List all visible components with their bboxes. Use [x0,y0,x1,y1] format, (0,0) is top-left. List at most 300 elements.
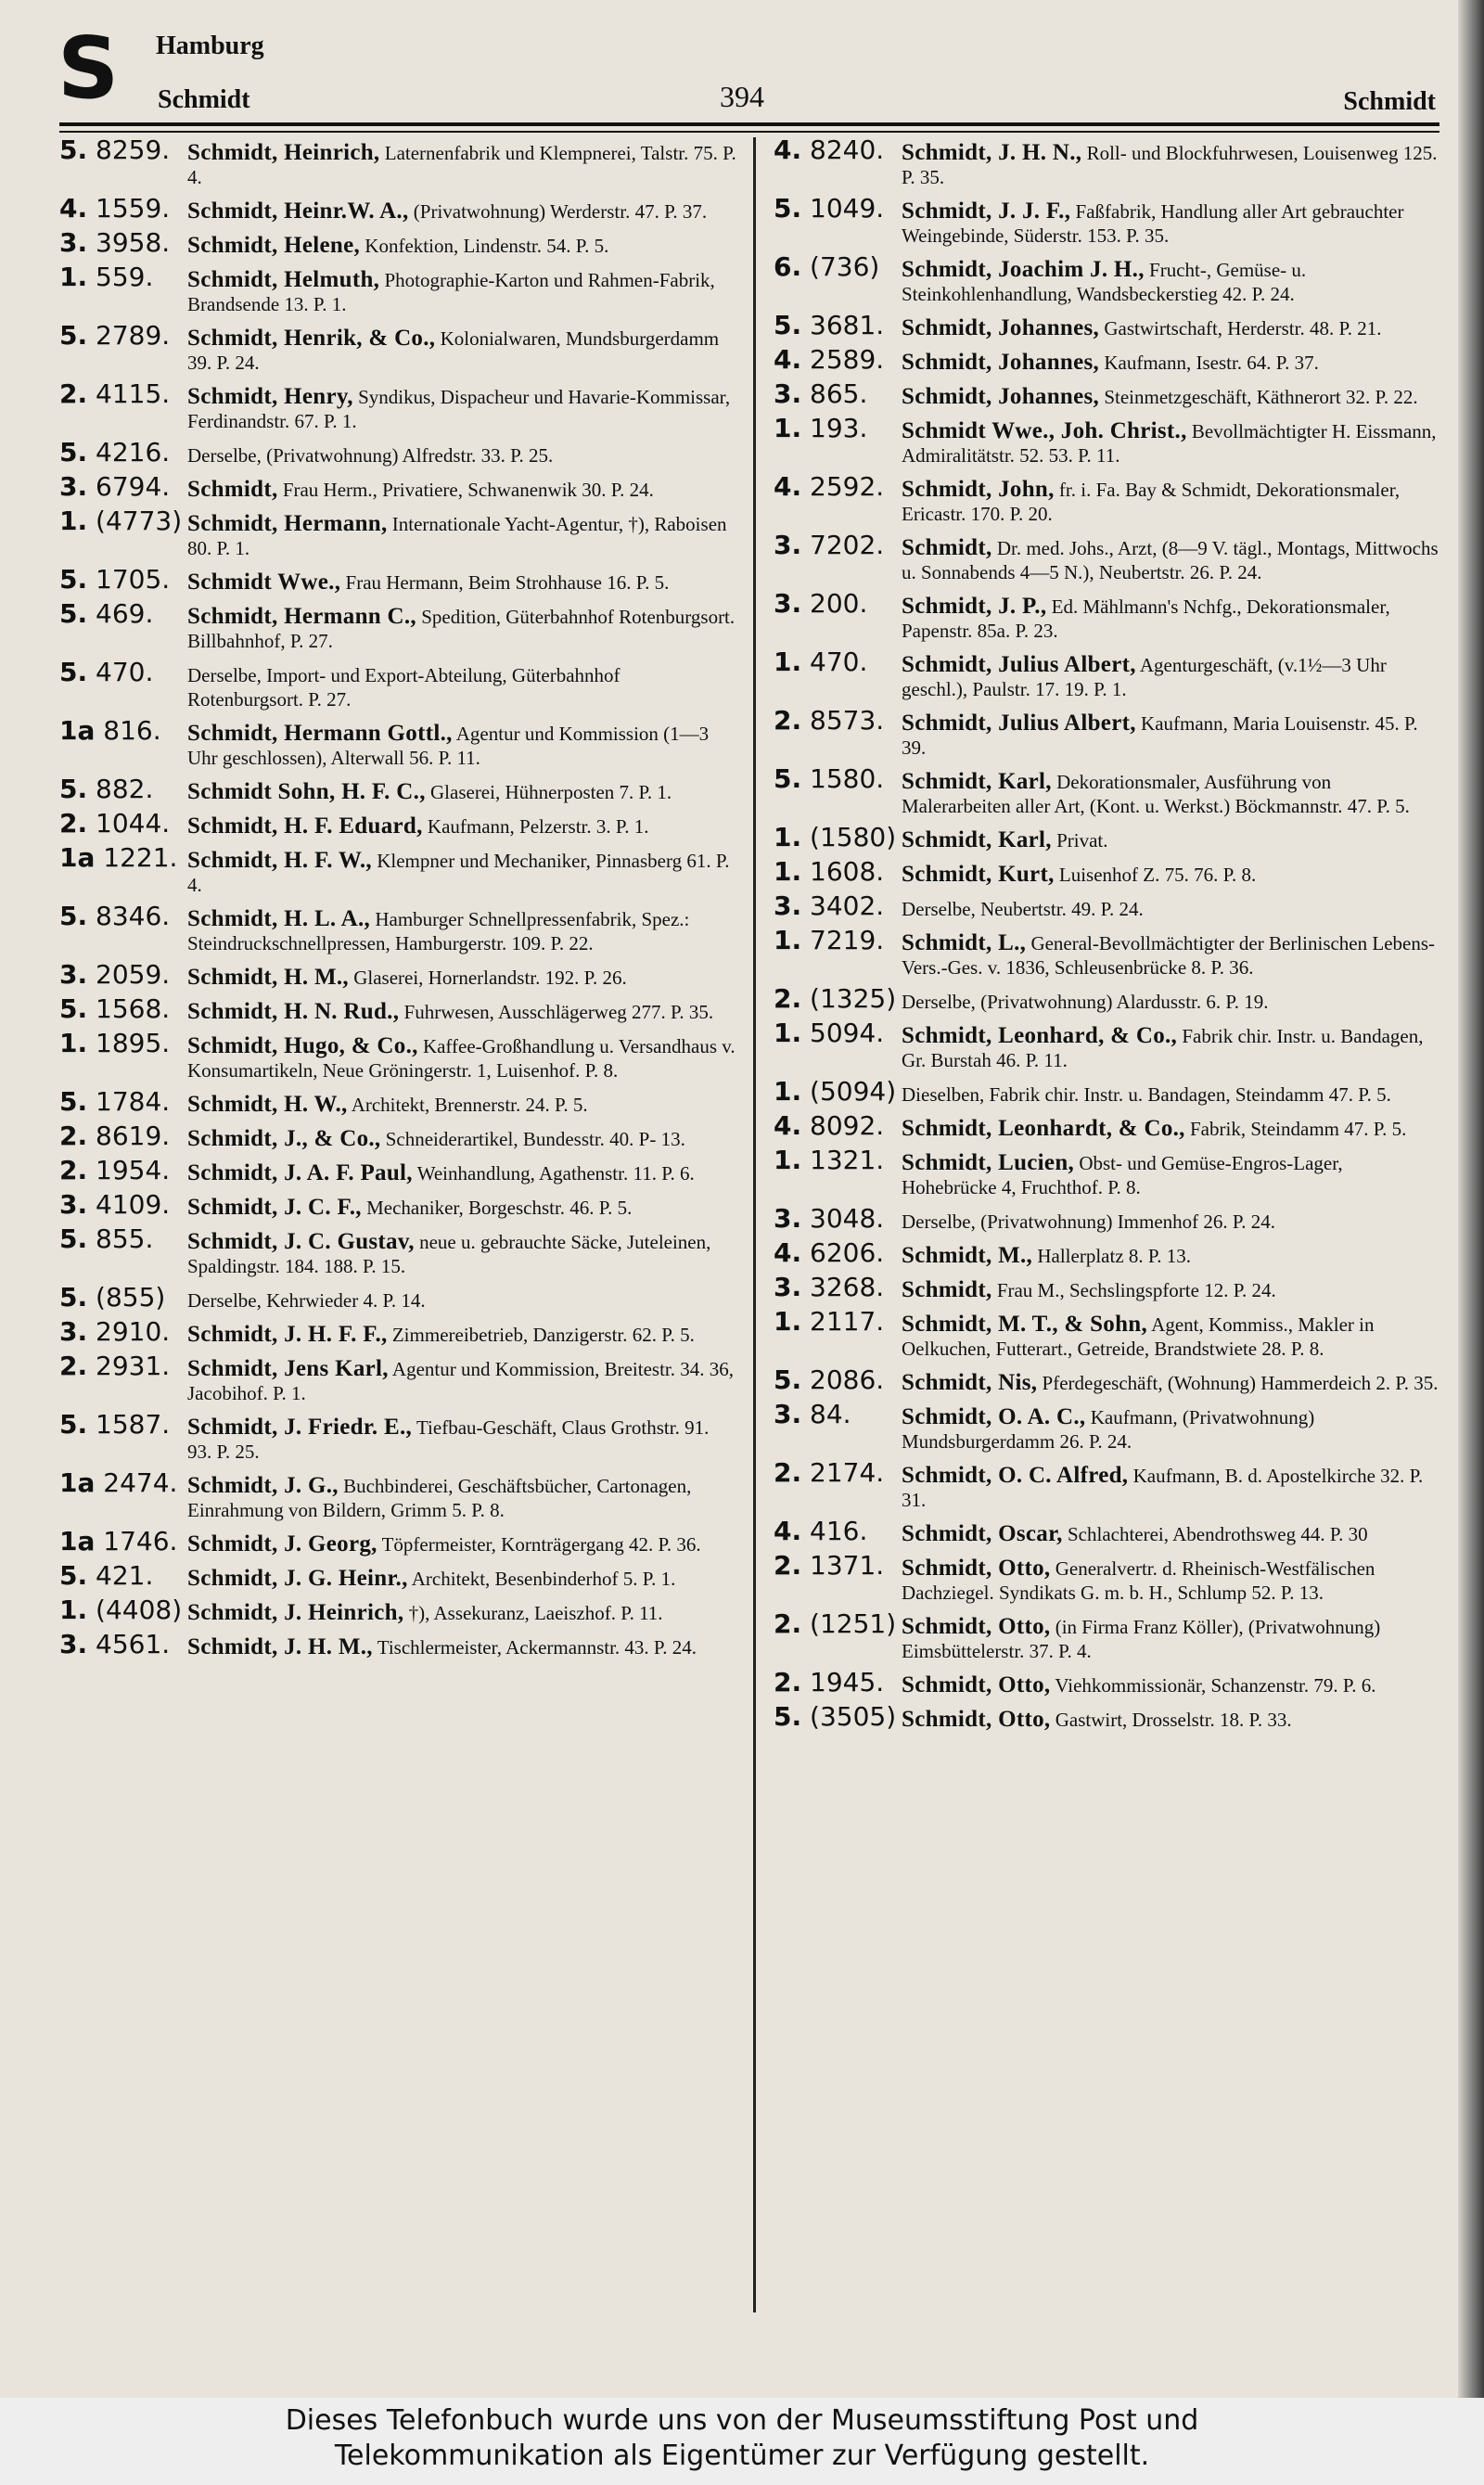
line-number: 200. [810,588,868,619]
exchange-code: 2. [59,808,88,839]
exchange-code: 5. [59,993,88,1024]
exchange-code: 5. [59,1282,88,1313]
entry-details: Dieselben, Fabrik chir. Instr. u. Bandagen, Steindamm 47. P. 5. [902,1083,1391,1106]
subscriber-name: Schmidt, Henrik, & Co., [187,326,436,351]
subscriber-name: Schmidt, Karl, [902,769,1052,794]
subscriber-name: Schmidt, Julius Albert, [902,652,1136,677]
subscriber-name: Schmidt, Kurt, [902,862,1055,887]
directory-entry [774,1237,1439,1268]
subscriber-name: Schmidt, J. Friedr. E., [187,1415,413,1440]
phone-number [59,1121,171,1151]
right-column [774,134,1439,2312]
phone-number [59,1629,171,1659]
line-number: 8092. [810,1110,885,1141]
entry-details: Derselbe, Neubertstr. 49. P. 24. [902,898,1144,920]
phone-number [774,378,868,409]
subscriber-name: Schmidt, Leonhard, & Co., [902,1023,1178,1048]
directory-entry [59,1560,736,1591]
line-number: 4109. [96,1189,171,1220]
footer-line-1: Dieses Telefonbuch wurde uns von der Museumsstiftung Post und [285,2404,1199,2437]
subscriber-name: Schmidt, Otto, [902,1672,1051,1697]
page-edge-shadow [1458,0,1484,2398]
subscriber-name: Schmidt, Johannes, [902,350,1100,375]
subscriber-name: Schmidt Wwe., [187,570,341,595]
line-number: 470. [96,657,154,687]
line-number: 2910. [96,1316,171,1347]
phone-number [774,251,880,282]
line-number: 2174. [810,1457,885,1488]
entry-details: Derselbe, Kehrwieder 4. P. 14. [187,1289,426,1312]
page-number: 394 [720,80,764,113]
exchange-code: 5. [59,1409,88,1440]
line-number: 1895. [96,1028,171,1058]
entry-details: Luisenhof Z. 75. 76. P. 8. [1058,864,1257,886]
entry-details: Tiefbau-Geschäft, Claus Grothstr. 91. 93. P. 25. [187,1416,710,1463]
header-name-left: Schmidt [158,85,250,114]
entry-details: Fabrik, Steindamm 47. P. 5. [1190,1118,1407,1140]
entry-details: Konfektion, Lindenstr. 54. P. 5. [365,235,609,257]
directory-entry [59,774,736,804]
exchange-code: 1. [59,506,88,536]
directory-entry [59,715,736,770]
directory-entry [774,983,1439,1014]
entry-details: Derselbe, (Privatwohnung) Alfredstr. 33. P. 25. [187,444,554,467]
entry-details: Kaufmann, B. d. Apostelkirche 32. P. 31. [902,1465,1424,1511]
phone-number [774,647,868,677]
column-divider [753,137,756,2312]
exchange-code: 1. [774,647,802,677]
line-number: (4773) [96,506,183,536]
header-name-right: Schmidt [1343,87,1436,116]
directory-entry [774,822,1439,852]
line-number: 84. [810,1399,851,1429]
line-number: (855) [96,1282,166,1313]
exchange-code: 2. [774,1667,802,1697]
exchange-code: 6. [774,251,802,282]
phone-number [774,1076,897,1107]
directory-entry [59,598,736,653]
exchange-code: 1. [774,413,802,443]
directory-entry [774,1701,1439,1732]
directory-entry [59,657,736,711]
line-number: 1221. [103,842,178,873]
phone-number [59,262,154,292]
exchange-code: 1. [774,1018,802,1048]
entry-details: Privat. [1056,829,1108,852]
exchange-code: 5. [59,774,88,804]
line-number: 1321. [810,1145,885,1175]
phone-number [59,378,171,409]
subscriber-name: Schmidt, H. L. A., [187,906,371,931]
subscriber-name: Schmidt, Hermann C., [187,604,416,629]
exchange-code: 5. [774,1364,802,1395]
directory-entry [59,262,736,316]
subscriber-name: Schmidt, J., & Co., [187,1126,381,1151]
directory-entry [774,925,1439,980]
directory-entry [774,471,1439,526]
phone-number [59,193,171,224]
exchange-code: 1. [59,262,88,292]
exchange-code: 1. [774,1145,802,1175]
line-number: 416. [810,1516,868,1546]
subscriber-name: Schmidt, Otto, [902,1556,1051,1581]
line-number: (736) [810,251,880,282]
subscriber-name: Schmidt, J. H. N., [902,140,1082,165]
exchange-code: 3. [59,1629,88,1659]
subscriber-name: Schmidt, J. A. F. Paul, [187,1160,413,1185]
entry-details: Klempner und Mechaniker, Pinnasberg 61. P. 4. [187,850,730,896]
entry-details: Internationale Yacht-Agentur, †), Raboisen 80. P. 1. [187,513,727,559]
directory-entry [774,1550,1439,1605]
exchange-code: 3. [59,1189,88,1220]
entry-details: †), Assekuranz, Laeiszhof. P. 11. [408,1602,663,1624]
directory-entry [59,901,736,955]
subscriber-name: Schmidt, J. G., [187,1473,339,1498]
line-number: 8259. [96,134,171,165]
exchange-code: 1a [59,1526,96,1556]
directory-entry [774,763,1439,818]
subscriber-name: Schmidt, O. C. Alfred, [902,1463,1129,1488]
phone-number [774,1364,885,1395]
entry-details: Frucht-, Gemüse- u. Steinkohlenhandlung, Wandsbeckerstieg 42. P. 24. [902,259,1307,305]
phone-number [59,993,171,1024]
subscriber-name: Schmidt, Jens Karl, [187,1356,389,1381]
phone-number [774,134,885,165]
entry-details: Syndikus, Dispacheur und Havarie-Kommissar, Ferdinandstr. 67. P. 1. [187,386,731,432]
entry-details: Dekorationsmaler, Ausführung von Malerarbeiten aller Art, (Kont. u. Werkst.) Böckmannstr. 47. P. 5. [902,771,1410,817]
exchange-code: 5. [59,1223,88,1254]
phone-number [59,1595,183,1625]
line-number: 2789. [96,320,171,351]
subscriber-name: Schmidt, M. T., & Sohn, [902,1312,1148,1337]
line-number: 1568. [96,993,171,1024]
subscriber-name: Schmidt, Joachim J. H., [902,257,1145,282]
entry-details: Agentur und Kommission (1—3 Uhr geschlossen), Alterwall 56. P. 11. [187,723,710,769]
directory-entry [59,378,736,433]
phone-number [774,925,885,955]
phone-number [59,1282,166,1313]
directory-entry [774,1364,1439,1395]
phone-number [774,1306,885,1337]
exchange-code: 3. [774,530,802,560]
exchange-code: 1a [59,715,96,746]
subscriber-name: Schmidt, Heinrich, [187,140,380,165]
footer-notice [0,2398,1484,2485]
phone-number [59,564,171,595]
subscriber-name: Schmidt, J. J. F., [902,199,1071,224]
phone-number [774,822,897,852]
entry-details: Weinhandlung, Agathenstr. 11. P. 6. [416,1162,695,1185]
line-number: 470. [810,647,868,677]
line-number: (5094) [810,1076,897,1107]
line-number: (1325) [810,983,897,1014]
exchange-code: 5. [774,1701,802,1732]
directory-entry [59,134,736,189]
exchange-code: 2. [59,1155,88,1185]
exchange-code: 5. [774,310,802,340]
exchange-code: 3. [774,378,802,409]
subscriber-name: Schmidt, H. N. Rud., [187,999,400,1024]
subscriber-name: Schmidt, L., [902,930,1027,955]
subscriber-name: Schmidt, H. F. W., [187,848,372,873]
line-number: 1044. [96,808,171,839]
exchange-code: 5. [59,320,88,351]
entry-details: Pferdegeschäft, (Wohnung) Hammerdeich 2. P. 35. [1042,1372,1439,1394]
subscriber-name: Schmidt, Leonhardt, & Co., [902,1116,1185,1141]
exchange-code: 2. [59,1121,88,1151]
phone-number [774,471,885,502]
phone-number [59,1351,171,1381]
subscriber-name: Schmidt, Helmuth, [187,267,380,292]
directory-entry [59,1526,736,1556]
phone-number [59,901,171,931]
line-number: (1251) [810,1608,897,1639]
line-number: 8346. [96,901,171,931]
directory-entry [774,1272,1439,1302]
entry-details: Agenturgeschäft, (v.1½—3 Uhr geschl.), Paulstr. 17. 19. P. 1. [902,654,1387,700]
entry-details: Architekt, Brennerstr. 24. P. 5. [351,1094,588,1116]
entry-details: Kaufmann, Maria Louisenstr. 45. P. 39. [902,712,1418,759]
left-column [59,134,736,2312]
subscriber-name: Schmidt, H. F. Eduard, [187,813,423,839]
line-number: (3505) [810,1701,897,1732]
directory-entry [59,227,736,258]
subscriber-name: Schmidt, H. M., [187,965,349,990]
exchange-code: 2. [774,983,802,1014]
directory-entry [59,1189,736,1220]
line-number: 1784. [96,1086,171,1117]
phone-number [774,1110,885,1141]
line-number: 3681. [810,310,885,340]
exchange-code: 5. [774,193,802,224]
line-number: 882. [96,774,154,804]
directory-entry [774,1457,1439,1512]
exchange-code: 3. [774,1399,802,1429]
phone-number [59,227,171,258]
directory-entry [774,1203,1439,1234]
phone-number [59,1223,154,1254]
entry-details: Hallerplatz 8. P. 13. [1037,1245,1191,1267]
entry-details: Derselbe, Import- und Export-Abteilung, Güterbahnhof Rotenburgsort. P. 27. [187,664,620,711]
line-number: 8619. [96,1121,171,1151]
subscriber-name: Schmidt, Johannes, [902,315,1100,340]
directory-entry [774,588,1439,643]
exchange-code: 5. [59,657,88,687]
phone-number [59,1028,171,1058]
subscriber-name: Schmidt, J. H. F. F., [187,1322,388,1347]
line-number: 6206. [810,1237,885,1268]
exchange-code: 4. [59,193,88,224]
directory-entry [774,890,1439,921]
directory-entry [59,1409,736,1464]
entry-details: General-Bevollmächtigter der Berlinischen Lebens-Vers.-Ges. v. 1836, Schleusenbrücke 8. P. 36. [902,932,1436,979]
directory-entry [59,193,736,224]
phone-number [59,1560,154,1591]
exchange-code: 5. [59,437,88,468]
phone-number [774,193,885,224]
directory-entry [59,1467,736,1522]
subscriber-name: Schmidt, Julius Albert, [902,711,1136,736]
phone-number [59,1316,171,1347]
subscriber-name: Schmidt, John, [902,477,1055,502]
subscriber-name: Schmidt, Henry, [187,384,353,409]
phone-number [774,1608,897,1639]
directory-entry [774,251,1439,306]
entry-details: Glaserei, Hühnerposten 7. P. 1. [430,781,672,803]
directory-entry [774,1145,1439,1199]
phone-number [774,983,897,1014]
entry-details: Ed. Mählmann's Nchfg., Dekorationsmaler, Papenstr. 85a. P. 23. [902,596,1390,642]
directory-entry [774,134,1439,189]
subscriber-name: Schmidt, J. P., [902,594,1047,619]
phone-number [59,1086,171,1117]
phone-number [774,1667,885,1697]
entry-details: Gastwirt, Drosselstr. 18. P. 33. [1055,1709,1292,1731]
directory-entry [774,344,1439,375]
directory-entry [59,1223,736,1278]
exchange-code: 2. [59,1351,88,1381]
entry-details: Fuhrwesen, Ausschlägerweg 277. P. 35. [403,1001,714,1023]
exchange-code: 3. [774,588,802,619]
phone-number [774,856,885,887]
directory-entry [59,437,736,468]
directory-entry [59,1595,736,1625]
phone-number [59,808,171,839]
line-number: 1049. [810,193,885,224]
entry-details: Generalvertr. d. Rheinisch-Westfälischen Dachziegel. Syndikats G. m. b. H., Schlump 52. P. 13. [902,1557,1375,1604]
entry-details: Frau M., Sechslingspforte 12. P. 24. [996,1279,1276,1301]
exchange-code: 2. [774,1608,802,1639]
header-city: Hamburg [156,32,264,60]
entry-details: Derselbe, (Privatwohnung) Immenhof 26. P. 24. [902,1210,1276,1233]
entry-details: Kaufmann, (Privatwohnung) Mundsburgerdamm 26. P. 24. [902,1406,1315,1453]
phone-number [59,598,154,629]
phone-number [774,1145,885,1175]
phone-number [774,1550,885,1581]
exchange-code: 2. [774,1550,802,1581]
directory-entry [59,842,736,897]
directory-entry [59,1121,736,1151]
directory-entry [59,1316,736,1347]
phone-number [774,890,885,921]
directory-entry [774,413,1439,468]
phone-number [59,1409,171,1440]
subscriber-name: Schmidt, Heinr.W. A., [187,199,409,224]
directory-entry [774,1399,1439,1454]
entry-details: Faßfabrik, Handlung aller Art gebrauchter Weingebinde, Süderstr. 153. P. 35. [902,200,1404,247]
entry-details: Kolonialwaren, Mundsburgerdamm 39. P. 24. [187,327,720,374]
subscriber-name: Schmidt, J. C. Gustav, [187,1229,415,1254]
phone-number [774,344,885,375]
exchange-code: 4. [774,1237,802,1268]
directory-entry [774,1110,1439,1141]
entry-details: Gastwirtschaft, Herderstr. 48. P. 21. [1104,317,1382,339]
directory-entry [59,1086,736,1117]
directory-entry [59,1629,736,1659]
phone-number [774,413,868,443]
line-number: 1580. [810,763,885,794]
line-number: (1580) [810,822,897,852]
line-number: 1608. [810,856,885,887]
subscriber-name: Schmidt, J. G. Heinr., [187,1566,408,1591]
line-number: 1954. [96,1155,171,1185]
subscriber-name: Schmidt, [902,535,992,560]
directory-entry [59,1028,736,1082]
phone-number [59,134,171,165]
line-number: 193. [810,413,868,443]
directory-entry [774,1018,1439,1072]
entry-details: Frau Hermann, Beim Strohhause 16. P. 5. [345,571,670,594]
exchange-code: 1a [59,842,96,873]
entry-details: Kaffee-Großhandlung u. Versandhaus v. Konsumartikeln, Neue Gröningerstr. 1, Luisenhof. P. 8. [187,1035,736,1082]
directory-entry [59,1351,736,1405]
phone-number [774,588,868,619]
entry-details: Roll- und Blockfuhrwesen, Louisenweg 125. P. 35. [902,142,1438,188]
subscriber-name: Schmidt, Oscar, [902,1521,1063,1546]
exchange-code: 5. [59,1560,88,1591]
line-number: 4115. [96,378,171,409]
line-number: 2086. [810,1364,885,1395]
phone-number [774,1018,885,1048]
phone-number [774,1516,868,1546]
subscriber-name: Schmidt, O. A. C., [902,1404,1086,1429]
phone-number [59,774,154,804]
directory-entry [774,1076,1439,1107]
exchange-code: 5. [59,564,88,595]
directory-entry [59,1155,736,1185]
exchange-code: 4. [774,1110,802,1141]
exchange-code: 1. [774,856,802,887]
entry-details: Viehkommissionär, Schanzenstr. 79. P. 6. [1055,1674,1376,1697]
entry-details: Schneiderartikel, Bundesstr. 40. P- 13. [385,1128,685,1150]
entry-details: Glaserei, Hornerlandstr. 192. P. 26. [353,967,627,989]
exchange-code: 4. [774,134,802,165]
line-number: 2059. [96,959,171,990]
line-number: 1587. [96,1409,171,1440]
directory-entry [59,1282,736,1313]
entry-details: Laternenfabrik und Klempnerei, Talstr. 75. P. 4. [187,142,736,188]
line-number: 1371. [810,1550,885,1581]
entry-details: (in Firma Franz Köller), (Privatwohnung) Eimsbüttelerstr. 37. P. 4. [902,1616,1381,1662]
line-number: 816. [103,715,161,746]
entry-details: neue u. gebrauchte Säcke, Juteleinen, Spaldingstr. 184. 188. P. 15. [187,1231,711,1277]
entry-details: (Privatwohnung) Werderstr. 47. P. 37. [413,200,708,223]
line-number: 2589. [810,344,885,375]
exchange-code: 3. [774,890,802,921]
phone-number [59,657,154,687]
line-number: 865. [810,378,868,409]
subscriber-name: Schmidt, Johannes, [902,384,1100,409]
directory-entry [59,993,736,1024]
subscriber-name: Schmidt, H. W., [187,1092,348,1117]
phone-number [774,1457,885,1488]
directory-entry [774,1306,1439,1361]
exchange-code: 3. [59,227,88,258]
exchange-code: 3. [59,959,88,990]
subscriber-name: Schmidt, J. Heinrich, [187,1600,404,1625]
exchange-code: 4. [774,1516,802,1546]
line-number: 1559. [96,193,171,224]
line-number: 469. [96,598,154,629]
header-rule-thin [59,131,1439,133]
entry-details: Obst- und Gemüse-Engros-Lager, Hohebrücke 4, Fruchthof. P. 8. [902,1152,1343,1198]
exchange-code: 1. [774,1306,802,1337]
phone-number [774,763,885,794]
directory-entry [59,506,736,560]
line-number: 3268. [810,1272,885,1302]
subscriber-name: Schmidt, [902,1277,992,1302]
subscriber-name: Schmidt, Hermann Gottl., [187,721,453,746]
